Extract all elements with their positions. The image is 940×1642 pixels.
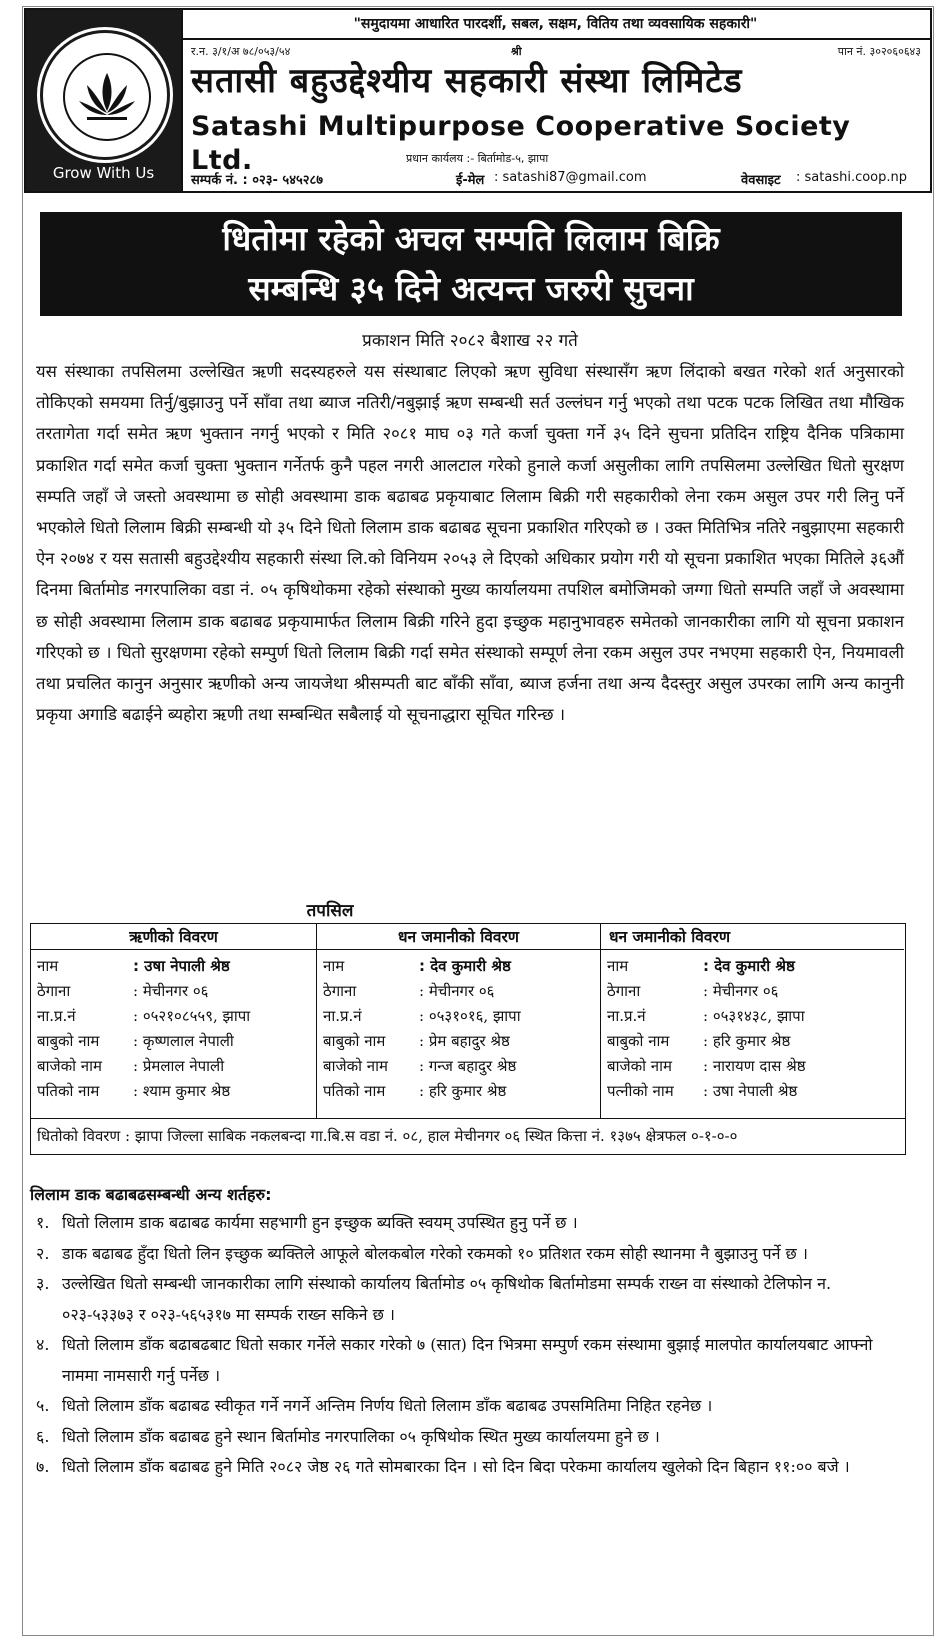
detail-value: : कृष्णलाल नेपाली bbox=[133, 1032, 234, 1050]
detail-line bbox=[37, 979, 310, 1004]
term-number: २. bbox=[36, 1243, 50, 1263]
details-table bbox=[30, 923, 906, 1155]
detail-value: : देव कुमारी श्रेष्ठ bbox=[419, 957, 511, 975]
detail-key: बाजेको नाम bbox=[607, 1057, 672, 1075]
logo-seal bbox=[40, 30, 170, 160]
table-body-row bbox=[31, 950, 905, 1118]
detail-line bbox=[323, 979, 594, 1004]
term-item bbox=[30, 1422, 900, 1453]
detail-value: : हरि कुमार श्रेष्ठ bbox=[703, 1032, 791, 1050]
detail-key: बाजेको नाम bbox=[37, 1057, 102, 1075]
detail-value: : मेचीनगर ०६ bbox=[419, 982, 495, 1000]
detail-value: : मेचीनगर ०६ bbox=[703, 982, 779, 1000]
detail-value: : मेचीनगर ०६ bbox=[133, 982, 209, 1000]
notice-body: यस संस्थाका तपसिलमा उल्लेखित ऋणी सदस्यहरुले यस संस्थाबाट लिएको ऋण सुविधा संस्थासँग ऋण लिंदाको बखत गरेको शर्त अनुसारको तोकिएको समयमा तिर्नु/बुझाउनु पर्ने साँवा तथा ब्याज नतिरी/नबुझाई ऋण सम्बन्धी सर्त उल्लंघन गर्नु भएको तथा पटक पटक लिखित तथा मौखिक तरतागेता गर्दा समेत ऋण भुक्तान नगर्नु भएको र मिति २०८१ माघ ०३ गते कर्जा चुक्ता गर्ने ३५ दिने सुचना प्रतिदिन राष्ट्रिय दैनिक पत्रिकामा प्रकाशित गर्दा समेत कर्जा चुक्ता भुक्तान गर्नेतर्फ कुनै पहल नगरी आलटाल गरेको हुनाले कर्जा असुलीका लागि तपसिलमा उल्लेखित धितो सुरक्षण सम्पति जहाँ जे जस्तो अवस्थामा छ सोही अवस्थामा डाक बढाबढ प्रकृयाबाट लिलाम बिक्री गरी सहकारीको लेना रकम असुल उपर गरी लिनु पर्ने भएकोले धितो लिलाम बिक्री सम्बन्धी यो ३५ दिने धितो लिलाम डाक बढाबढ सूचना प्रकाशित गरिएको छ । उक्त मितिभित्र नतिरे नबुझाएमा सहकारी ऐन २०७४ र यस सतासी बहुउद्देश्यीय सहकारी संस्था लि.को विनियम २०५३ ले दिएको अधिकार प्रयोग गरी यो सूचना प्रकाशित भएका मितिले ३६औं दिनमा बिर्तामोड नगरपालिका वडा नं. ०५ कृषिथोकमा रहेको संस्थाको मुख्य कार्यालयमा तपशिल बमोजिमको जग्गा धितो सम्पति जहाँ जे अवस्थामा छ सोही अवस्थामा लिलाम डाक बढाबढ प्रकृयामार्फत लिलाम बिक्री गरिने हुदा इच्छुक महानुभावहरु समेतको जानकारीका लागि यो सूचना प्रकाशन गरिएको छ । धितो सुरक्षणमा रहेको सम्पुर्ण धितो लिलाम बिक्री गर्दा समेत संस्थाको सम्पूर्ण लेना रकम असुल उपर नभएमा सहकारी ऐन, नियमावली तथा प्रचलित कानुन अनुसार ऋणीको अन्य जायजेथा श्रीसम्पती बाट बाँकी साँवा, ब्याज हर्जना तथा अन्य दैदस्तुर असुल उपरका लागि अन्य कानुनी प्रकृया अगाडि बढाईने ब्यहोरा ऋणी तथा सम्बन्धित सबैलाई यो सूचनाद्धारा सूचित गरिन्छ । bbox=[36, 362, 905, 725]
term-text: धितो लिलाम डाँक बढाबढबाट धितो सकार गर्नेले सकार गरेको ७ (सात) दिन भित्रमा सम्पुर्ण रकम संस्थामा बुझाई मालपोत कार्यालयबाट आफ्नो नाममा नामसारी गर्नु पर्नेछ । bbox=[62, 1335, 873, 1385]
detail-key: पतिको नाम bbox=[323, 1082, 386, 1100]
detail-line bbox=[323, 1079, 594, 1104]
term-item bbox=[30, 1208, 900, 1239]
table-header-row bbox=[31, 924, 905, 950]
detail-line bbox=[607, 954, 898, 979]
contact-number: सम्पर्क नं. : ०२३- ५४५२८७ bbox=[191, 173, 323, 188]
detail-key: पतिको नाम bbox=[37, 1082, 100, 1100]
term-item bbox=[30, 1330, 900, 1391]
detail-key: ठेगाना bbox=[37, 982, 71, 1000]
terms-heading: लिलाम डाक बढाबढसम्बन्धी अन्य शर्तहरु: bbox=[30, 1185, 272, 1204]
title-line-1: धितोमा रहेको अचल सम्पति लिलाम बिक्रि bbox=[222, 219, 720, 258]
detail-key: ना.प्र.नं bbox=[37, 1007, 76, 1025]
detail-line bbox=[323, 1054, 594, 1079]
detail-key: नाम bbox=[607, 957, 629, 975]
head-office: प्रधान कार्यलय :- बिर्तामोड-५, झापा bbox=[406, 152, 549, 165]
title-line-2: सम्बन्धि ३५ दिने अत्यन्त जरुरी सुचना bbox=[248, 269, 694, 308]
website-label: वेवसाइट bbox=[741, 173, 781, 188]
detail-value: : नारायण दास श्रेष्ठ bbox=[703, 1057, 806, 1075]
detail-key: पत्नीको नाम bbox=[607, 1082, 674, 1100]
detail-key: बाबुको नाम bbox=[607, 1032, 670, 1050]
detail-value: : उषा नेपाली श्रेष्ठ bbox=[703, 1082, 798, 1100]
detail-line bbox=[37, 1004, 310, 1029]
terms-list bbox=[30, 1208, 900, 1483]
publish-date: प्रकाशन मिति २०८२ बैशाख २२ गते bbox=[362, 331, 578, 351]
detail-value: : श्याम कुमार श्रेष्ठ bbox=[133, 1082, 231, 1100]
detail-value: : ०५२१०८५५९, झापा bbox=[133, 1007, 251, 1025]
detail-line bbox=[607, 1004, 898, 1029]
detail-line bbox=[37, 1029, 310, 1054]
pan-number: पान नं. ३०२०६०६४३ bbox=[837, 45, 921, 58]
detail-value: : प्रेम बहादुर श्रेष्ठ bbox=[419, 1032, 510, 1050]
term-item bbox=[30, 1391, 900, 1422]
detail-key: बाबुको नाम bbox=[323, 1032, 386, 1050]
detail-value: : प्रेमलाल नेपाली bbox=[133, 1057, 225, 1075]
term-item bbox=[30, 1452, 900, 1483]
logo-lotus-icon bbox=[63, 53, 151, 141]
detail-line bbox=[323, 1029, 594, 1054]
website-url[interactable]: : satashi.coop.np bbox=[796, 170, 908, 185]
org-name-english: Satashi Multipurpose Cooperative Society Ltd. bbox=[191, 111, 851, 176]
header-guarantor-1: धन जमानीको विवरण bbox=[317, 924, 601, 950]
term-text: धितो लिलाम डाँक बढाबढ हुने मिति २०८२ जेष्ठ २६ गते सोमबारका दिन । सो दिन बिदा परेकमा कार्यालय खुलेको दिन बिहान ११:०० बजे । bbox=[62, 1457, 850, 1476]
detail-value: : देव कुमारी श्रेष्ठ bbox=[703, 957, 795, 975]
motto: "समुदायमा आधारित पारदर्शी, सबल, सक्षम, वितिय तथा व्यवसायिक सहकारी" bbox=[181, 10, 930, 40]
logo-tagline: Grow With Us bbox=[52, 164, 155, 182]
detail-key: नाम bbox=[37, 957, 59, 975]
term-number: ६. bbox=[36, 1426, 50, 1446]
detail-line bbox=[323, 954, 594, 979]
registration-number: र.न. ३/१/अ ७८/०५३/५४ bbox=[191, 45, 291, 58]
letterhead bbox=[24, 8, 932, 193]
detail-value: : हरि कुमार श्रेष्ठ bbox=[419, 1082, 507, 1100]
term-item bbox=[30, 1269, 900, 1330]
detail-line bbox=[607, 1029, 898, 1054]
email-address[interactable]: : satashi87@gmail.com bbox=[494, 170, 647, 185]
term-text: धितो लिलाम डाँक बढाबढ हुने स्थान बिर्तामोड नगरपालिका ०५ कृषिथोक स्थित मुख्य कार्यालयमा हुने छ । bbox=[62, 1426, 660, 1446]
detail-value: : ०५३१०१६, झापा bbox=[419, 1007, 521, 1025]
detail-line bbox=[607, 979, 898, 1004]
detail-value: : उषा नेपाली श्रेष्ठ bbox=[133, 957, 230, 975]
detail-key: ठेगाना bbox=[607, 982, 641, 1000]
detail-line bbox=[607, 1054, 898, 1079]
detail-key: ठेगाना bbox=[323, 982, 357, 1000]
detail-key: नाम bbox=[323, 957, 345, 975]
header-borrower: ऋणीको विवरण bbox=[31, 924, 317, 950]
detail-line bbox=[607, 1079, 898, 1104]
logo-block bbox=[26, 10, 183, 191]
header-guarantor-2: धन जमानीको विवरण bbox=[601, 924, 904, 950]
term-text: डाक बढाबढ हुँदा धितो लिन इच्छुक ब्यक्तिले आफूले बोलकबोल गरेको रकमको १० प्रतिशत रकम सोही स्थानमा नै बुझाउनु पर्ने छ । bbox=[62, 1243, 808, 1263]
collateral-details: धितोको विवरण : झापा जिल्ला साबिक नकलबन्दा गा.बि.स वडा नं. ०८, हाल मेचीनगर ०६ स्थित कित्ता नं. १३७५ क्षेत्रफल ०-१-०-० bbox=[31, 1118, 905, 1154]
detail-line bbox=[37, 1079, 310, 1104]
term-number: ७. bbox=[36, 1457, 50, 1476]
detail-key: ना.प्र.नं bbox=[323, 1007, 362, 1025]
term-item bbox=[30, 1239, 900, 1270]
guarantor-2-details bbox=[601, 950, 904, 1118]
detail-line bbox=[37, 1054, 310, 1079]
term-text: धितो लिलाम डाँक बढाबढ स्वीकृत गर्ने नगर्ने अन्तिम निर्णय धितो लिलाम डाँक बढाबढ उपसमितिमा निहित रहनेछ । bbox=[62, 1396, 713, 1415]
detail-line bbox=[37, 954, 310, 979]
schedule-heading: तपसिल bbox=[306, 901, 354, 921]
term-text: उल्लेखित धितो सम्बन्धी जानकारीका लागि संस्थाको कार्यालय बिर्तामोड ०५ कृषिथोक बिर्तामोडमा सम्पर्क राख्न वा संस्थाको टेलिफोन न. ०२३-५३३७३ र ०२३-५६५३१७ मा सम्पर्क राख्न सकिने छ । bbox=[62, 1274, 832, 1324]
detail-key: बाबुको नाम bbox=[37, 1032, 100, 1050]
detail-line bbox=[323, 1004, 594, 1029]
detail-value: : ०५३१४३८, झापा bbox=[703, 1007, 805, 1025]
term-number: ४. bbox=[36, 1335, 50, 1354]
borrower-details bbox=[31, 950, 317, 1118]
title-banner bbox=[40, 212, 902, 316]
detail-value: : गन्ज बहादुर श्रेष्ठ bbox=[419, 1057, 517, 1075]
email-label: ई-मेल bbox=[456, 173, 485, 188]
guarantor-1-details bbox=[317, 950, 601, 1118]
term-number: १. bbox=[36, 1213, 50, 1232]
term-number: ३. bbox=[36, 1274, 50, 1293]
shree-text: श्री bbox=[511, 45, 522, 58]
term-text: धितो लिलाम डाक बढाबढ कार्यमा सहभागी हुन इच्छुक ब्यक्ति स्वयम् उपस्थित हुनु पर्ने छ । bbox=[62, 1213, 578, 1232]
term-number: ५. bbox=[36, 1396, 50, 1415]
detail-key: ना.प्र.नं bbox=[607, 1007, 646, 1025]
detail-key: बाजेको नाम bbox=[323, 1057, 388, 1075]
org-name-nepali: सतासी बहुउद्देश्यीय सहकारी संस्था लिमिटेड bbox=[191, 61, 743, 101]
